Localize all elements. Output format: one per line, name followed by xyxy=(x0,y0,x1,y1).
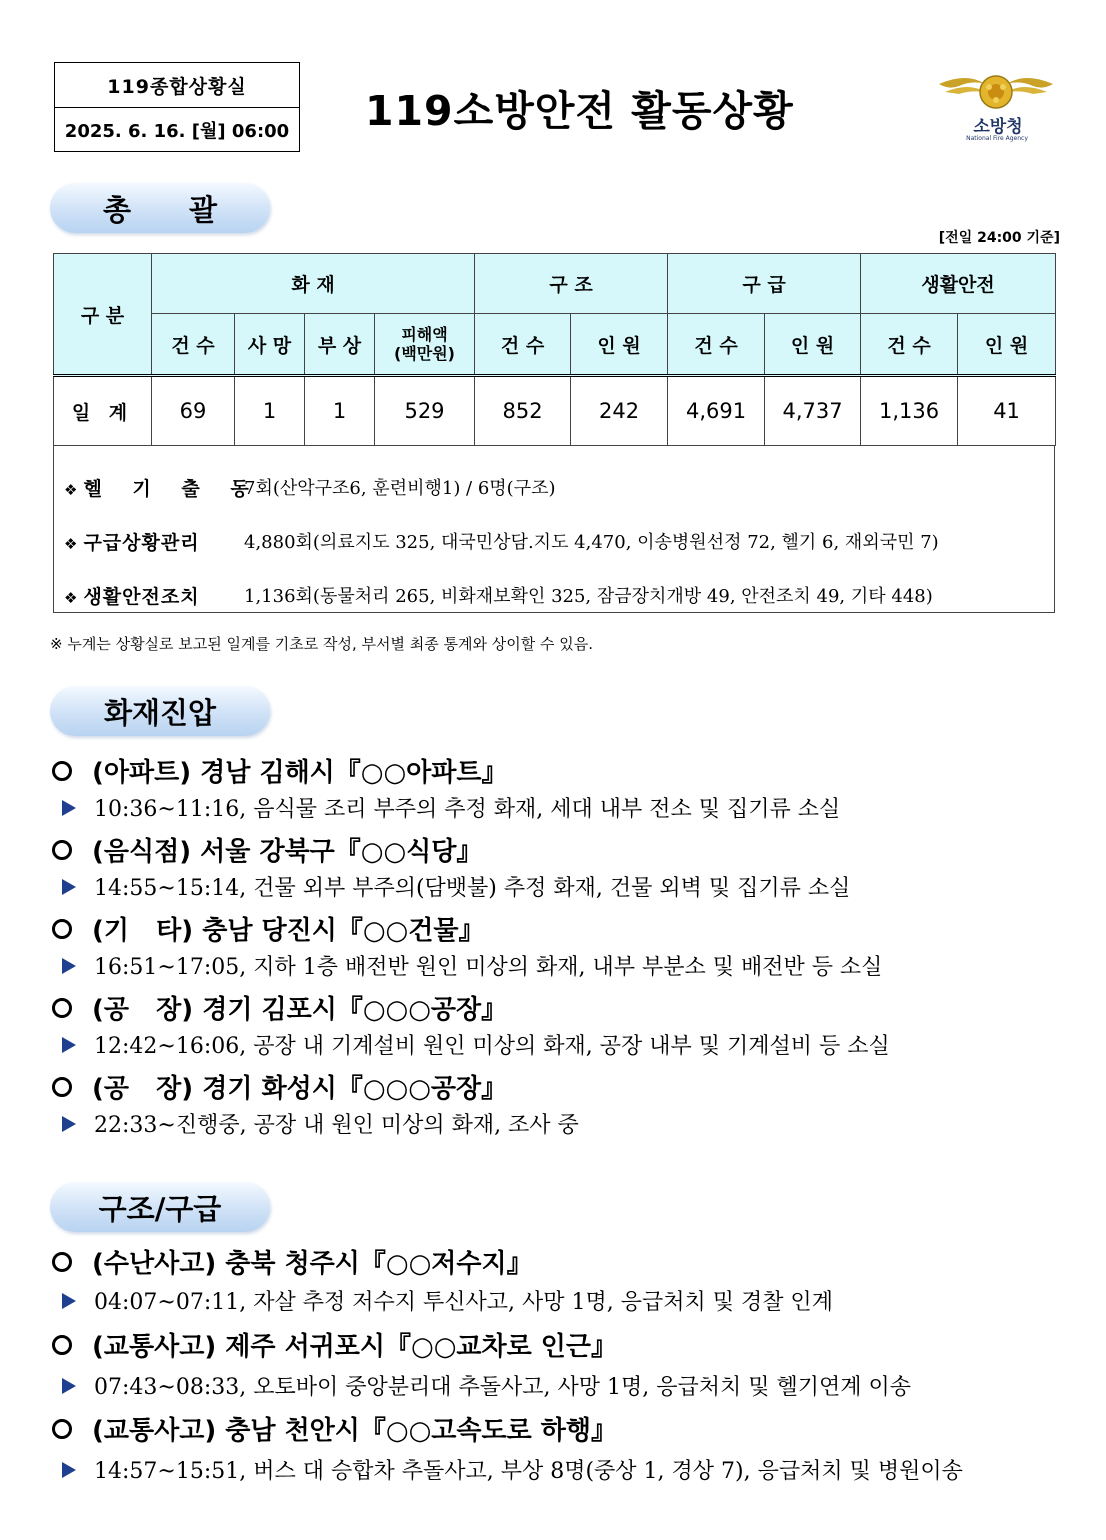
footnote: ※ 누계는 상황실로 보고된 일계를 기초로 작성, 부서별 최종 통계와 상이할 수 있음. xyxy=(50,635,594,653)
rescue-incident-title xyxy=(52,1410,617,1447)
triangle-bullet-icon xyxy=(62,1116,76,1132)
detail-text: 7회(산악구조6, 훈련비행1) / 6명(구조) xyxy=(244,478,556,499)
value-safety-count: 1,136 xyxy=(861,376,958,446)
value-fire-injury: 1 xyxy=(305,376,375,446)
detail-label-text: 헬 기 출 동 xyxy=(83,477,261,500)
logo-subtitle: National Fire Agency xyxy=(966,135,1028,142)
detail-label xyxy=(64,582,244,609)
detail-label xyxy=(64,528,244,555)
page-title: 119소방안전 활동상황 xyxy=(365,87,794,135)
fire-incident-title xyxy=(52,989,507,1026)
group-rescue: 구 조 xyxy=(475,254,668,314)
value-ems-people: 4,737 xyxy=(765,376,861,446)
triangle-bullet-icon xyxy=(62,1293,76,1309)
rescue-section-title: 구조/구급 xyxy=(50,1182,270,1232)
diamond-bullet-icon: ❖ xyxy=(64,480,78,499)
sub-fire-damage-line2: (백만원) xyxy=(394,344,455,363)
incident-desc-text: 07:43~08:33, 오토바이 중앙분리대 추돌사고, 사망 1명, 응급처치 및 헬기연계 이송 xyxy=(94,1375,911,1400)
incident-title-text: (기 타) 충남 당진시『○○건물』 xyxy=(92,916,485,946)
sub-ems-people: 인 원 xyxy=(765,314,861,376)
rescue-incident-title xyxy=(52,1243,533,1280)
circle-bullet-icon xyxy=(52,840,72,860)
rescue-incident-desc xyxy=(62,1370,911,1401)
value-rescue-count: 852 xyxy=(475,376,571,446)
circle-bullet-icon xyxy=(52,1419,72,1439)
row-header: 구 분 xyxy=(54,254,152,376)
summary-table xyxy=(53,253,1056,446)
value-safety-people: 41 xyxy=(958,376,1056,446)
sub-safety-people: 인 원 xyxy=(958,314,1056,376)
total-label: 일 계 xyxy=(54,376,152,446)
detail-row xyxy=(64,514,1054,568)
circle-bullet-icon xyxy=(52,761,72,781)
logo-text: 소방청 xyxy=(973,117,1023,137)
sub-safety-count: 건 수 xyxy=(861,314,958,376)
detail-label-text: 구급상황관리 xyxy=(83,531,200,554)
fire-section-title: 화재진압 xyxy=(50,686,270,736)
group-fire: 화 재 xyxy=(152,254,475,314)
incident-desc-text: 04:07~07:11, 자살 추정 저수지 투신사고, 사망 1명, 응급처치 및 경찰 인계 xyxy=(94,1290,833,1315)
report-datetime: 2025. 6. 16. [월] 06:00 xyxy=(64,120,290,142)
incident-title-text: (아파트) 경남 김해시『○○아파트』 xyxy=(92,758,508,788)
value-fire-death: 1 xyxy=(235,376,305,446)
incident-desc-text: 22:33~진행중, 공장 내 원인 미상의 화재, 조사 중 xyxy=(94,1113,579,1138)
triangle-bullet-icon xyxy=(62,958,76,974)
circle-bullet-icon xyxy=(52,919,72,939)
value-fire-damage: 529 xyxy=(375,376,475,446)
triangle-bullet-icon xyxy=(62,1462,76,1478)
sub-ems-count: 건 수 xyxy=(668,314,765,376)
sub-rescue-count: 건 수 xyxy=(475,314,571,376)
incident-desc-text: 14:57~15:51, 버스 대 승합차 추돌사고, 부상 8명(중상 1, 경상 7), 응급처치 및 병원이송 xyxy=(94,1459,963,1484)
fire-incident-desc xyxy=(62,871,850,902)
office-name: 119종합상황실 xyxy=(55,63,299,108)
circle-bullet-icon xyxy=(52,1077,72,1097)
incident-title-text: (음식점) 서울 강북구『○○식당』 xyxy=(92,837,483,867)
value-fire-count: 69 xyxy=(152,376,235,446)
circle-bullet-icon xyxy=(52,998,72,1018)
summary-details xyxy=(53,446,1055,613)
detail-row xyxy=(64,460,1054,514)
incident-title-text: (교통사고) 충남 천안시『○○고속도로 하행』 xyxy=(92,1416,618,1446)
sub-rescue-people: 인 원 xyxy=(571,314,668,376)
sub-fire-count: 건 수 xyxy=(152,314,235,376)
fire-incident-desc xyxy=(62,1029,890,1060)
office-box xyxy=(54,62,300,152)
diamond-bullet-icon: ❖ xyxy=(64,588,78,607)
detail-label-text: 생활안전조치 xyxy=(83,585,200,608)
sub-fire-death: 사 망 xyxy=(235,314,305,376)
basis-note: [전일 24:00 기준] xyxy=(938,230,1060,246)
value-rescue-people: 242 xyxy=(571,376,668,446)
sub-fire-damage-line1: 피해액 xyxy=(401,325,448,344)
incident-title-text: (공 장) 경기 김포시『○○○공장』 xyxy=(92,995,508,1025)
sub-fire-injury: 부 상 xyxy=(305,314,375,376)
incident-desc-text: 14:55~15:14, 건물 외부 부주의(담뱃불) 추정 화재, 건물 외벽 및 집기류 소실 xyxy=(94,876,851,901)
rescue-incident-desc xyxy=(62,1454,963,1485)
fire-incident-title xyxy=(52,1068,507,1105)
detail-text: 1,136회(동물처리 265, 비화재보확인 325, 잠금장치개방 49, 안전조치 49, 기타 448) xyxy=(244,586,933,607)
circle-bullet-icon xyxy=(52,1335,72,1355)
detail-row xyxy=(64,568,1054,622)
group-ems: 구 급 xyxy=(668,254,861,314)
fire-incident-title xyxy=(52,752,508,789)
diamond-bullet-icon: ❖ xyxy=(64,534,78,553)
incident-desc-text: 12:42~16:06, 공장 내 기계설비 원인 미상의 화재, 공장 내부 및 기계설비 등 소실 xyxy=(94,1034,890,1059)
triangle-bullet-icon xyxy=(62,879,76,895)
value-ems-count: 4,691 xyxy=(668,376,765,446)
incident-title-text: (공 장) 경기 화성시『○○○공장』 xyxy=(92,1074,508,1104)
sub-fire-damage xyxy=(375,314,475,376)
rescue-incident-desc xyxy=(62,1285,833,1316)
incident-desc-text: 16:51~17:05, 지하 1층 배전반 원인 미상의 화재, 내부 부분소 및 배전반 등 소실 xyxy=(94,955,883,980)
fire-incident-desc xyxy=(62,792,840,823)
detail-label xyxy=(64,474,261,501)
incident-title-text: (수난사고) 충북 청주시『○○저수지』 xyxy=(92,1249,533,1279)
fire-incident-desc xyxy=(62,950,882,981)
triangle-bullet-icon xyxy=(62,800,76,816)
group-safety: 생활안전 xyxy=(861,254,1056,314)
summary-section-title: 총 괄 xyxy=(50,183,270,233)
incident-desc-text: 10:36~11:16, 음식물 조리 부주의 추정 화재, 세대 내부 전소 및 집기류 소실 xyxy=(94,797,841,822)
fire-incident-title xyxy=(52,910,484,947)
triangle-bullet-icon xyxy=(62,1037,76,1053)
fire-incident-title xyxy=(52,831,482,868)
circle-bullet-icon xyxy=(52,1252,72,1272)
fire-incident-desc xyxy=(62,1108,579,1139)
triangle-bullet-icon xyxy=(62,1378,76,1394)
rescue-incident-title xyxy=(52,1326,617,1363)
incident-title-text: (교통사고) 제주 서귀포시『○○교차로 인근』 xyxy=(92,1332,618,1362)
detail-text: 4,880회(의료지도 325, 대국민상담.지도 4,470, 이송병원선정 72, 헬기 6, 재외국민 7) xyxy=(244,532,939,553)
